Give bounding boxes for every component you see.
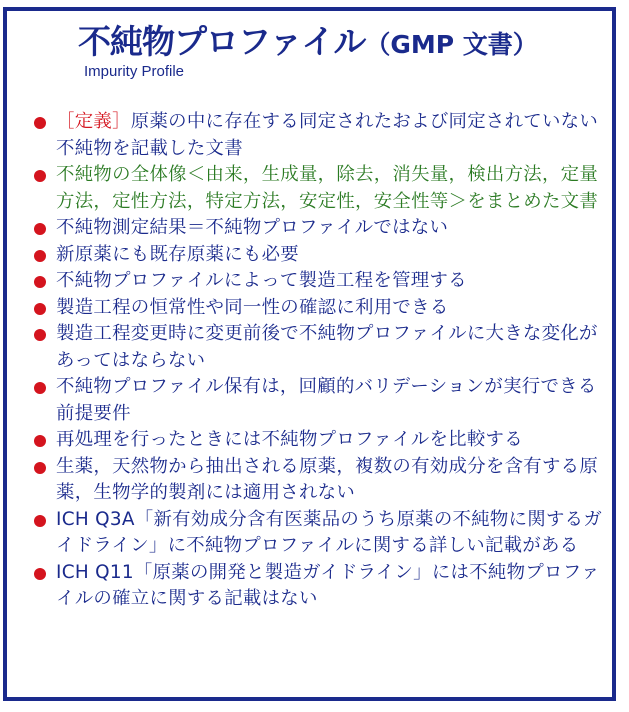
bullet-dot-icon: [34, 568, 46, 580]
bullet-dot-icon: [34, 329, 46, 341]
list-item-text: 生薬，天然物から抽出される原薬，複数の有効成分を含有する原薬，生物学的製剤には適用されない: [56, 455, 599, 503]
bullet-dot-icon: [34, 276, 46, 288]
list-item-text: 製造工程変更時に変更前後で不純物プロファイルに大きな変化があってはならない: [56, 323, 598, 371]
list-item: [34, 427, 606, 454]
list-item: [34, 560, 606, 613]
definition-tag: ［定義］: [56, 111, 131, 132]
list-item-text: 不純物測定結果＝不純物プロファイルではない: [56, 217, 449, 238]
list-item: [34, 374, 606, 427]
bullet-dot-icon: [34, 515, 46, 527]
list-item-text: 再処理を行ったときには不純物プロファイルを比較する: [56, 429, 523, 450]
list-item-definition: [34, 109, 606, 162]
list-item-text: 不純物の全体像＜由来，生成量，除去，消失量，検出方法，定量方法，定性方法，特定方法，安定性，安全性等＞をまとめた文書: [56, 164, 599, 212]
list-item-text: 不純物プロファイルによって製造工程を管理する: [56, 270, 467, 291]
list-item: [34, 215, 606, 242]
bullet-dot-icon: [34, 117, 46, 129]
page-subtitle: Impurity Profile: [84, 63, 185, 80]
bullet-dot-icon: [34, 223, 46, 235]
list-item-text: 製造工程の恒常性や同一性の確認に利用できる: [56, 296, 449, 318]
list-item-text: 原薬の中に存在する同定されたおよび同定されていない不純物を記載した文書: [56, 111, 599, 159]
list-item-text: ICH Q3A「新有効成分含有医薬品のうち原薬の不純物に関するガイドライン」に不純物プロファイルに関する詳しい記載がある: [56, 508, 603, 556]
list-item-text: 新原薬にも既存原薬にも必要: [56, 243, 299, 265]
title-main: 不純物プロファイル: [78, 22, 366, 61]
list-item: [34, 242, 606, 269]
list-item: [34, 162, 606, 215]
title-paren: （GMP 文書）: [365, 30, 538, 59]
list-item: [34, 295, 606, 322]
bullet-dot-icon: [34, 303, 46, 315]
list-item: [34, 507, 606, 560]
bullet-dot-icon: [34, 170, 46, 182]
bullet-dot-icon: [34, 435, 46, 447]
bullet-list: [34, 109, 606, 613]
list-item-text: ICH Q11「原薬の開発と製造ガイドライン」には不純物プロファイルの確立に関する記載はない: [56, 561, 600, 609]
bullet-dot-icon: [34, 462, 46, 474]
list-item: [34, 268, 606, 295]
list-item-text: 不純物プロファイル保有は，回顧的バリデーションが実行できる前提要件: [56, 376, 597, 424]
list-item: [34, 454, 606, 507]
header: [78, 22, 598, 80]
list-item: [34, 321, 606, 374]
bullet-dot-icon: [34, 382, 46, 394]
bullet-dot-icon: [34, 250, 46, 262]
page-title: [78, 22, 598, 65]
